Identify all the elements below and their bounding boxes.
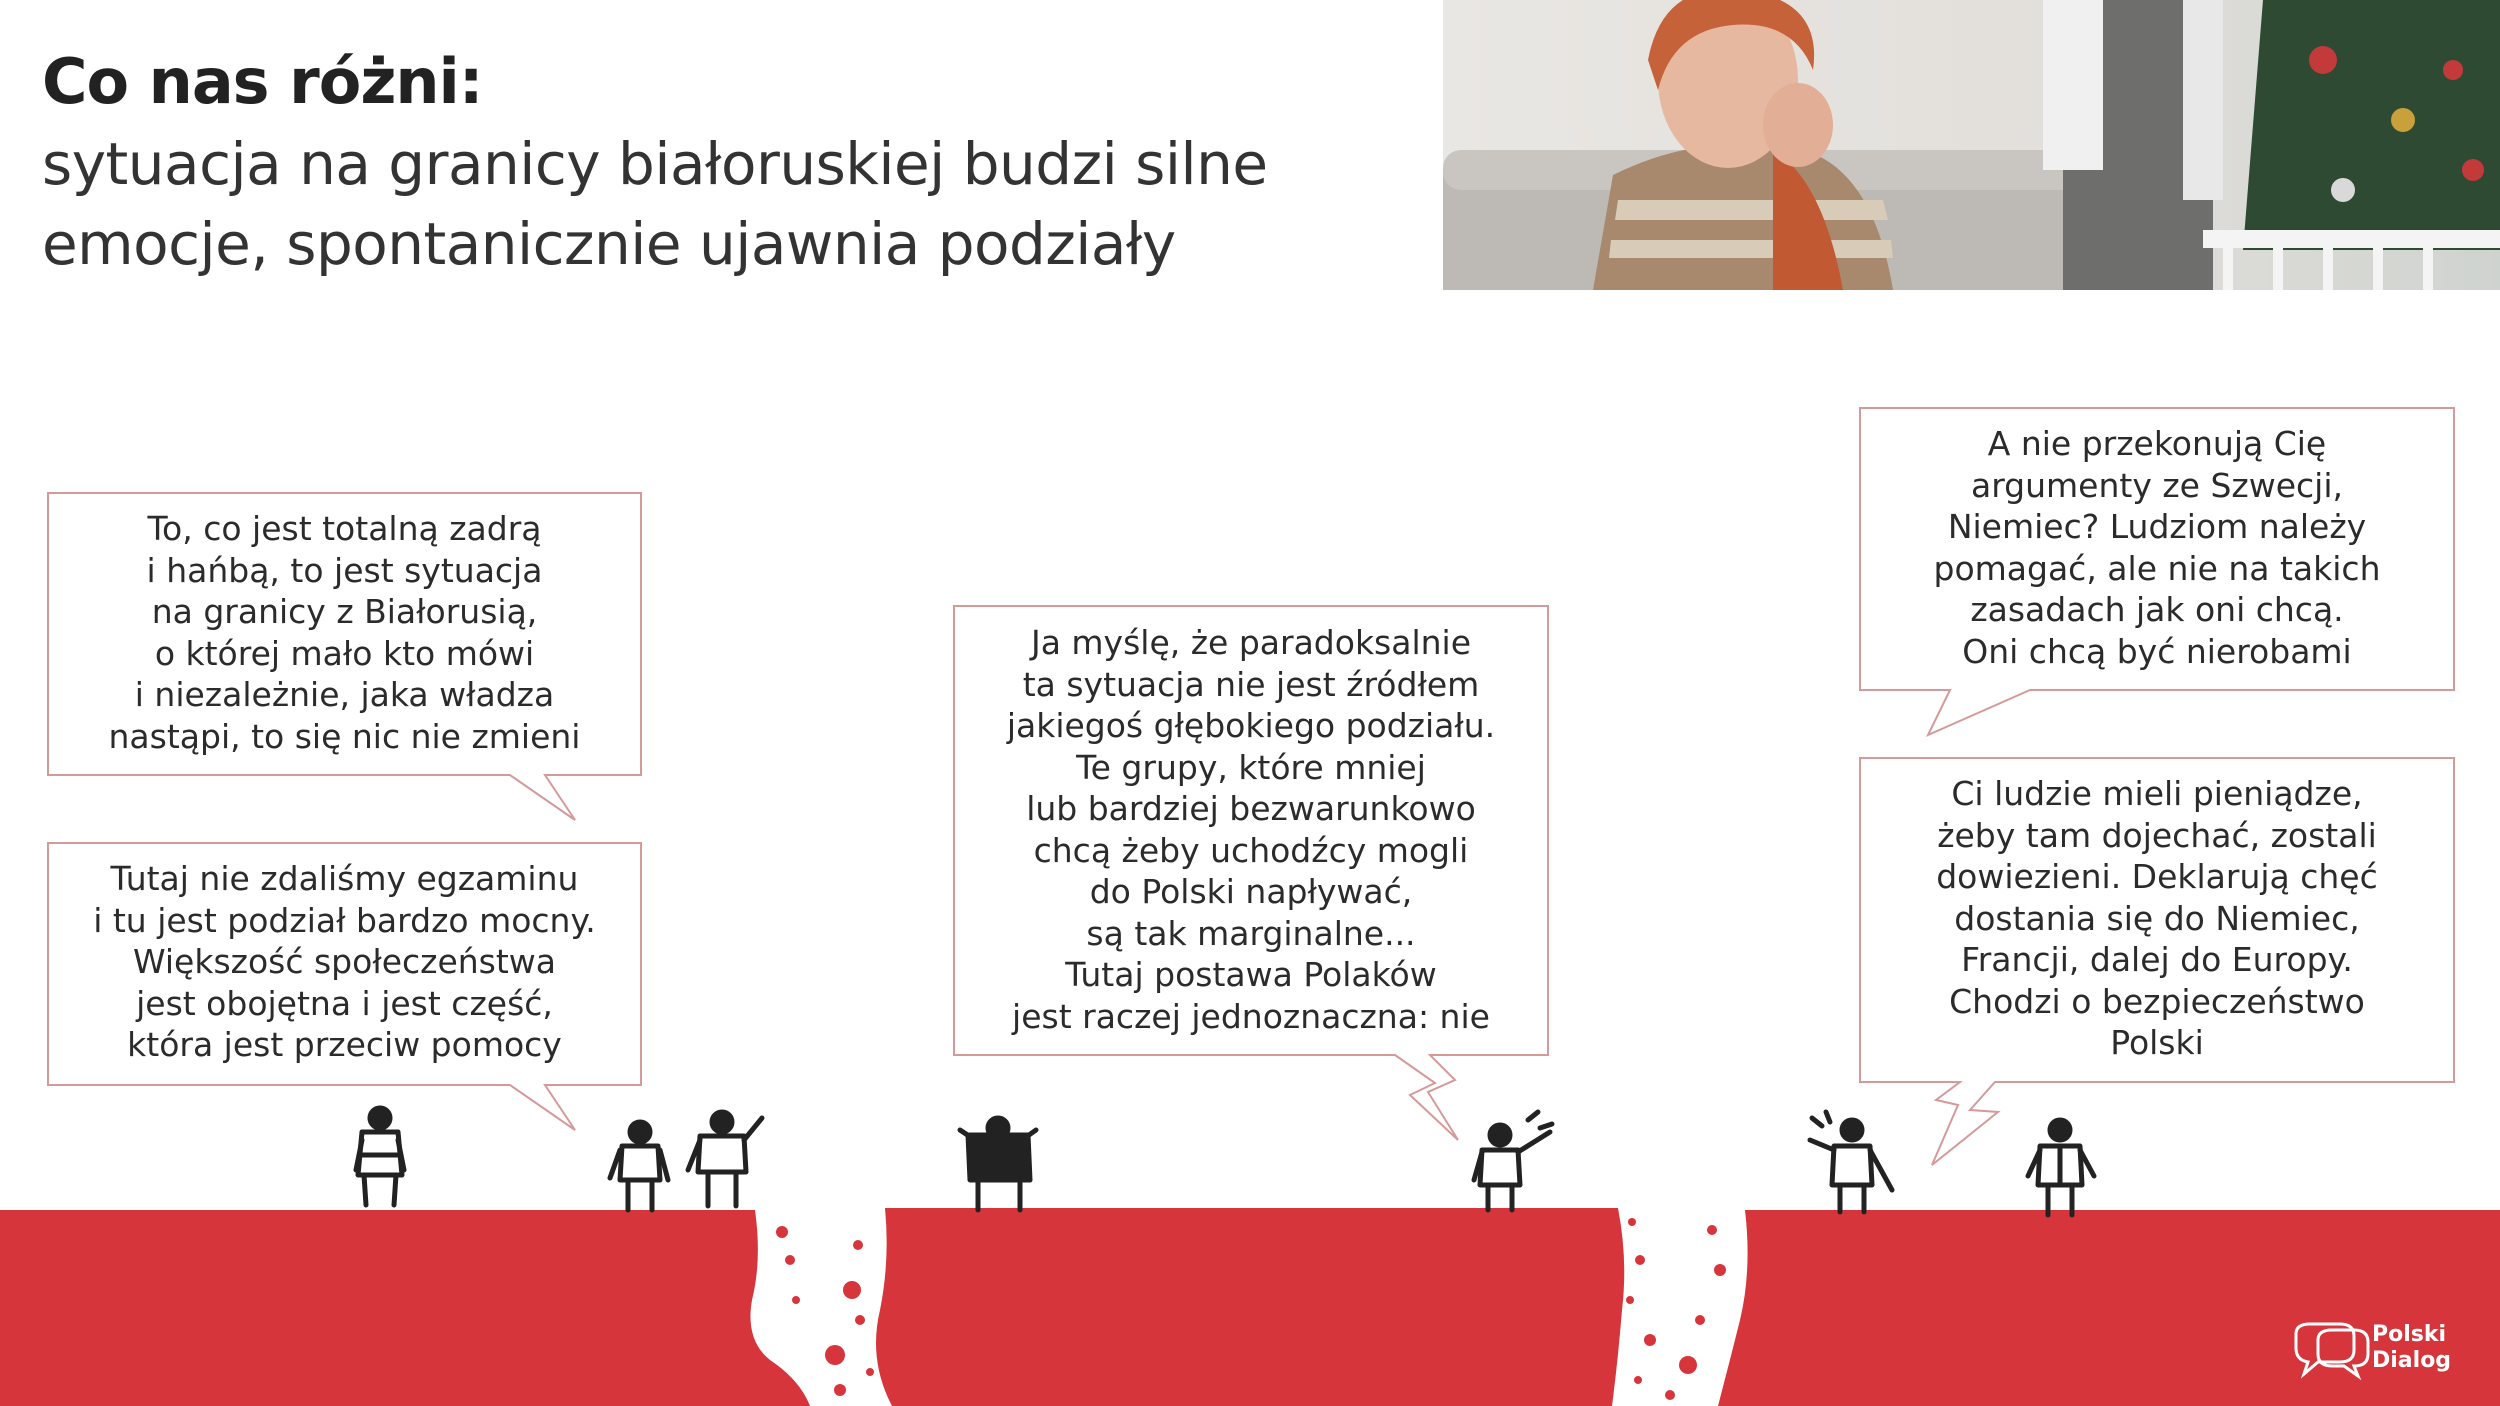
ground-left — [0, 1210, 810, 1406]
quote-3: Ja myślę, że paradoksalnie ta sytuacja nie jest źródłem jakiegoś głębokiego podziału. Te grupy, które mniej lub bardziej bezwarunkowo chcą żeby uchodźcy mogli do Polski napływać, są tak marginalne... Tutaj postawa Polaków jest raczej jednoznaczna: nie — [1006, 623, 1496, 1036]
figure-7 — [2028, 1120, 2094, 1215]
page-title: Co nas różni: — [42, 45, 483, 118]
quote-2: Tutaj nie zdaliśmy egzaminu i tu jest podział bardzo mocny. Większość społeczeństwa jest obojętna i jest część, która jest przeciw pomocy — [93, 859, 596, 1064]
figure-4 — [960, 1118, 1036, 1210]
ground-middle — [876, 1208, 1624, 1406]
figure-1 — [356, 1108, 404, 1205]
logo-text: Polski Dialog — [2372, 1322, 2452, 1373]
figure-5 — [1474, 1112, 1552, 1210]
figure-2 — [610, 1122, 668, 1210]
quote-1: To, co jest totalną zadrą i hańbą, to jest sytuacja na granicy z Białorusią, o której mało kto mówi i niezależnie, jaka władza nastąpi, to się nic nie zmieni — [108, 509, 581, 756]
quote-5: Ci ludzie mieli pieniądze, żeby tam dojechać, zostali dowiezieni. Deklarują chęć dostania się do Niemiec, Francji, dalej do Europy. Chodzi o bezpieczeństwo Polski — [1936, 774, 2378, 1062]
figure-6 — [1810, 1112, 1892, 1212]
page-subtitle-line-2: emocje, spontanicznie ujawnia podziały — [42, 210, 1176, 278]
page-subtitle-line-1: sytuacja na granicy białoruskiej budzi silne — [42, 130, 1268, 198]
figure-3 — [688, 1112, 762, 1206]
quote-4: A nie przekonują Cię argumenty ze Szwecji, Niemiec? Ludziom należy pomagać, ale nie na takich zasadach jak oni chcą. Oni chcą być nierobami — [1933, 424, 2381, 671]
